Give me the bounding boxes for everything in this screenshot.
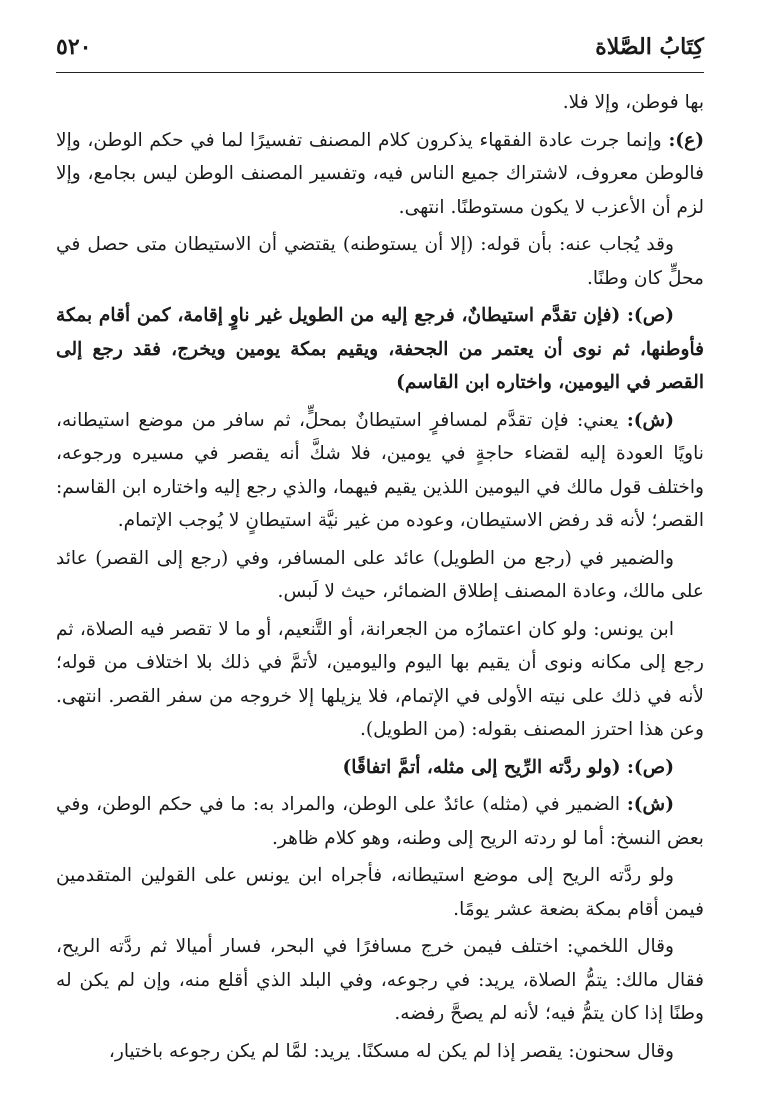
paragraph bbox=[56, 124, 704, 225]
paragraph-text: ولو ردَّته الريح إلى موضع استيطانه، فأجراه ابن يونس على القولين المتقدمين فيمن أقام بمكة بضعة عشر يومًا. bbox=[56, 865, 704, 920]
paragraph bbox=[56, 751, 704, 785]
paragraph-text: وقد يُجاب عنه: بأن قوله: (إلا أن يستوطنه) يقتضي أن الاستيطان متى حصل في محلٍّ كان وطنًا. bbox=[56, 234, 704, 289]
paragraph-text: وقال سحنون: يقصر إذا لم يكن له مسكنًا. يريد: لمَّا لم يكن رجوعه باختيار، bbox=[108, 1040, 674, 1062]
paragraph bbox=[56, 788, 704, 855]
paragraph bbox=[56, 86, 704, 120]
paragraph bbox=[56, 1035, 704, 1069]
paragraph bbox=[56, 613, 704, 747]
paragraph bbox=[56, 228, 704, 295]
paragraph-text: ابن يونس: ولو كان اعتمارُه من الجعرانة، أو التَّنعيم، أو ما لا تقصر فيه الصلاة، ثم رجع إلى مكانه ونوى أن يقيم بها اليوم واليومين، لأتمَّ في ذلك بلا اختلاف من قوله؛ لأنه في ذلك على نيته الأولى في الإتمام، فلا يزيلها إلا خروجه من سفر القصر. انتهى. وعن هذا احترز المصنف بقوله: (من الطويل). bbox=[56, 618, 704, 740]
paragraph bbox=[56, 859, 704, 926]
paragraph-text: وإنما جرت عادة الفقهاء يذكرون كلام المصنف تفسيرًا لما في حكم الوطن، وإلا فالوطن معروف، لاشتراك جميع الناس فيه، وتفسير المصنف الوطن ليس بجامع، وإلا لزم أن الأعزب لا يكون مستوطنًا. انتهى. bbox=[56, 129, 704, 218]
paragraph-text: الضمير في (مثله) عائدٌ على الوطن، والمراد به: ما في حكم الوطن، وفي بعض النسخ: أما لو ردته الريح إلى وطنه، وهو كلام ظاهر. bbox=[56, 794, 704, 849]
paragraph-text: بها فوطن، وإلا فلا. bbox=[562, 92, 704, 113]
paragraph-text: (ولو ردَّته الرِّيح إلى مثله، أتمَّ اتفاقًا) bbox=[342, 756, 628, 778]
paragraph-text: (فإن تقدَّم استيطانٌ، فرجع إليه من الطويل غير ناوٍ إقامة، كمن أقام بمكة فأوطنها، ثم نوى أن يعتمر من الجحفة، ويقيم بمكة يومين ويخرج، فقد رجع إلى القصر في اليومين، واختاره ابن القاسم) bbox=[56, 305, 704, 393]
paragraph-marker: (ع): bbox=[668, 129, 704, 151]
page-number: ٥٢٠ bbox=[56, 34, 92, 60]
paragraph-text: والضمير في (رجع من الطويل) عائد على المسافر، وفي (رجع إلى القصر) عائد على مالك، وعادة المصنف إطلاق الضمائر، حيث لا لَبس. bbox=[56, 547, 704, 602]
paragraph-text: يعني: فإن تقدَّم لمسافرٍ استيطانٌ بمحلٍّ، ثم سافر من موضع استيطانه، ناويًا العودة إليه لقضاء حاجةٍ في يومين، فلا شكَّ أنه يقصر في مسيره ورجوعه، واختلف قول مالك في اليومين اللذين يقيم فيهما، والذي رجع إليه واختاره ابن القاسم: القصر؛ لأنه قد رفض الاستيطان، وعوده من غير نيَّة استيطانٍ لا يُوجب الإتمام. bbox=[56, 409, 704, 531]
paragraph bbox=[56, 299, 704, 400]
paragraph-marker: (ص): bbox=[627, 756, 674, 778]
paragraph-text: وقال اللخمي: اختلف فيمن خرج مسافرًا في البحر، فسار أميالا ثم ردَّته الريح، فقال مالك: يتمُّ الصلاة، يريد: في رجوعه، وفي البلد الذي أقلع منه، وإن لم يكن له وطنًا إذا كان يتمُّ فيه؛ لأنه لم يصحَّ رفضه. bbox=[56, 936, 704, 1024]
paragraph-marker: (ش): bbox=[626, 794, 674, 815]
page-header bbox=[56, 30, 704, 73]
paragraph bbox=[56, 542, 704, 609]
body-text bbox=[56, 86, 704, 1072]
paragraph-marker: (ص): bbox=[627, 305, 674, 326]
paragraph-marker: (ش): bbox=[626, 409, 674, 431]
paragraph bbox=[56, 930, 704, 1031]
paragraph bbox=[56, 404, 704, 538]
book-title: كِتَابُ الصَّلاة bbox=[595, 34, 704, 60]
